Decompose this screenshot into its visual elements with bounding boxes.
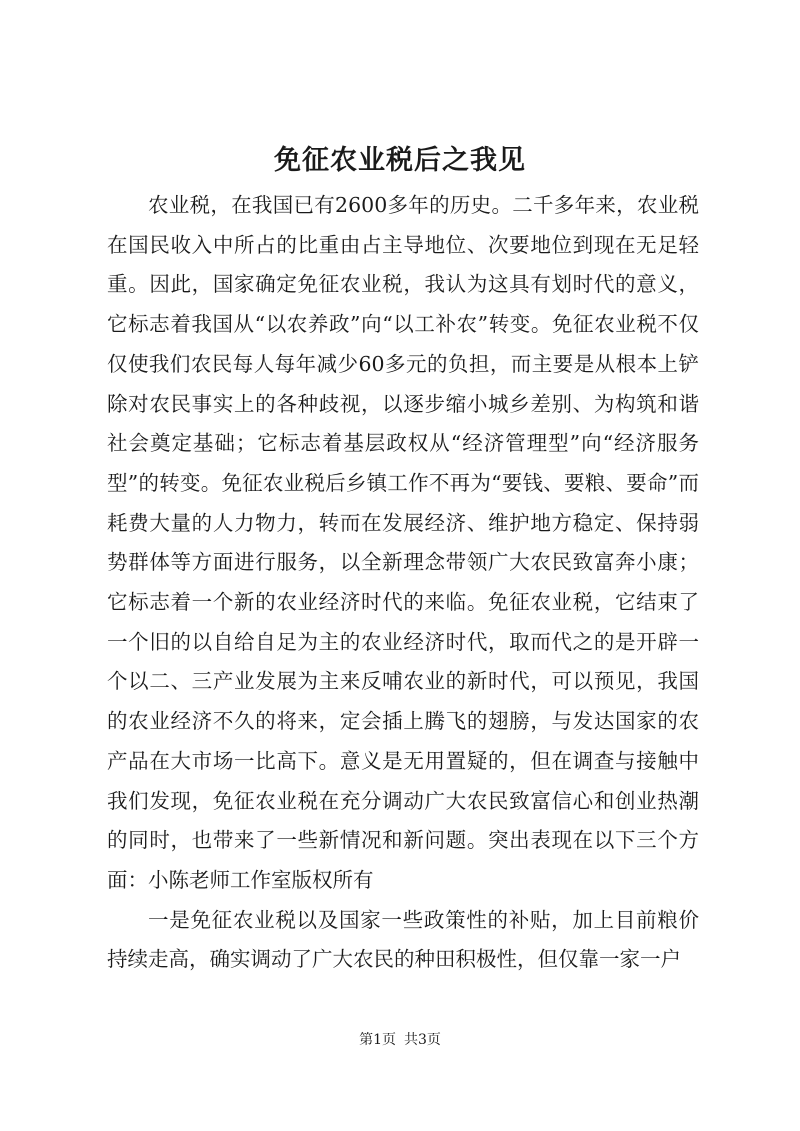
- document-title: 免征农业税后之我见: [274, 145, 526, 176]
- page-total: 共3页: [404, 1032, 441, 1048]
- page-number: 第1页: [359, 1032, 396, 1048]
- paragraph: 一是免征农业税以及国家一些政策性的补贴，加上目前粮价持续走高，确实调动了广大农民的种田积极性，但仅靠一家一户: [107, 907, 699, 972]
- page-footer: [0, 1030, 800, 1050]
- paragraph: 农业税，在我国已有2600多年的历史。二千多年来，农业税在国民收入中所占的比重由占主导地位、次要地位到现在无足轻重。因此，国家确定免征农业税，我认为这具有划时代的意义，它标志着我国从“以农养政”向“以工补农”转变。免征农业税不仅仅使我们农民每人每年减少60多元的负担，而主要是从根本上铲除对农民事实上的各种歧视，以逐步缩小城乡差别、为构筑和谐社会奠定基础；它标志着基层政权从“经济管理型”向“经济服务型”的转变。免征农业税后乡镇工作不再为“要钱、要粮、要命”而耗费大量的人力物力，转而在发展经济、维护地方稳定、保持弱势群体等方面进行服务，以全新理念带领广大农民致富奔小康；它标志着一个新的农业经济时代的来临。免征农业税，它结束了一个旧的以自给自足为主的农业经济时代，取而代之的是开辟一个以二、三产业发展为主来反哺农业的新时代，可以预见，我国的农业经济不久的将来，定会插上腾飞的翅膀，与发达国家的农产品在大市场一比高下。意义是无用置疑的，但在调查与接触中我们发现，免征农业税在充分调动广大农民致富信心和创业热潮的同时，也带来了一些新情况和新问题。突出表现在以下三个方面：小陈老师工作室版权所有: [107, 193, 699, 892]
- document-body: [107, 186, 699, 980]
